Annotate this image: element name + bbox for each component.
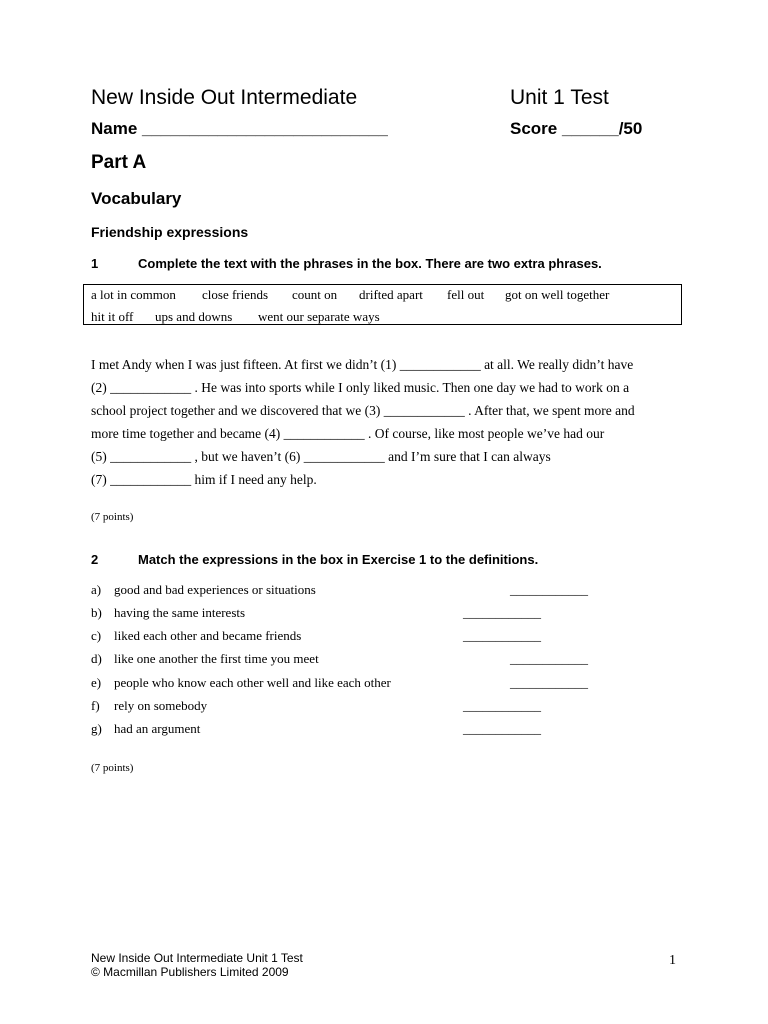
phrase-item: went our separate ways (258, 309, 380, 324)
exercise2-points: (7 points) (91, 762, 134, 774)
definition-text: like one another the first time you meet (114, 651, 319, 666)
score-field: Score ______/50 (510, 119, 643, 138)
definition-letter: c) (91, 628, 102, 643)
definition-row (91, 628, 611, 648)
definition-text: rely on somebody (114, 698, 208, 713)
definition-letter: e) (91, 675, 102, 690)
definition-row (91, 698, 611, 718)
phrase-item: drifted apart (359, 287, 423, 302)
definition-row (91, 721, 611, 741)
answer-blank[interactable]: ____________ (463, 605, 541, 620)
text-line: school project together and we discovered that we (3) ____________ . After that, we spent more and (91, 403, 635, 418)
name-field: Name __________________________ (91, 119, 388, 138)
document-title: New Inside Out Intermediate (91, 86, 358, 109)
exercise1-instruction: Complete the text with the phrases in the box. There are two extra phrases. (138, 256, 602, 271)
phrase-item: fell out (447, 287, 485, 302)
text-line: more time together and became (4) ____________ . Of course, like most people we’ve had our (91, 426, 605, 441)
page-number: 1 (669, 953, 676, 968)
answer-blank[interactable]: ____________ (510, 582, 588, 597)
phrase-item: count on (292, 287, 338, 302)
definition-row (91, 651, 611, 671)
definition-row (91, 675, 611, 695)
exercise1-points: (7 points) (91, 511, 134, 523)
text-line: (2) ____________ . He was into sports while I only liked music. Then one day we had to work on a (91, 380, 630, 395)
answer-blank[interactable]: ____________ (463, 628, 541, 643)
definition-text: having the same interests (114, 605, 246, 620)
text-line: (7) ____________ him if I need any help. (91, 472, 317, 487)
definition-letter: a) (91, 582, 102, 597)
exercise2-instruction: Match the expressions in the box in Exercise 1 to the definitions. (138, 552, 539, 567)
exercise2-number: 2 (91, 552, 99, 567)
answer-blank[interactable]: ____________ (510, 675, 588, 690)
phrase-item: hit it off (91, 309, 134, 324)
part-heading: Part A (91, 152, 147, 173)
definition-letter: b) (91, 605, 102, 620)
unit-title: Unit 1 Test (510, 86, 609, 109)
phrase-item: ups and downs (155, 309, 233, 324)
text-line: I met Andy when I was just fifteen. At first we didn’t (1) ____________ at all. We really didn’t have (91, 357, 634, 372)
definition-text: had an argument (114, 721, 201, 736)
answer-blank[interactable]: ____________ (463, 721, 541, 736)
definition-letter: f) (91, 698, 100, 713)
footer-title: New Inside Out Intermediate Unit 1 Test (91, 951, 303, 965)
section-heading: Vocabulary (91, 189, 182, 208)
phrase-item: close friends (202, 287, 269, 302)
phrase-item: a lot in common (91, 287, 176, 302)
definition-text: people who know each other well and like each other (114, 675, 391, 690)
phrase-item: got on well together (505, 287, 610, 302)
definition-text: liked each other and became friends (114, 628, 302, 643)
exercise1-number: 1 (91, 256, 99, 271)
definition-text: good and bad experiences or situations (114, 582, 316, 597)
definition-letter: d) (91, 651, 102, 666)
subsection-heading: Friendship expressions (91, 224, 249, 240)
answer-blank[interactable]: ____________ (510, 651, 588, 666)
footer-copyright: © Macmillan Publishers Limited 2009 (91, 965, 289, 979)
definition-letter: g) (91, 721, 102, 736)
definition-row (91, 605, 611, 625)
answer-blank[interactable]: ____________ (463, 698, 541, 713)
definition-row (91, 582, 611, 602)
phrase-box (83, 284, 682, 325)
text-line: (5) ____________ , but we haven’t (6) ____________ and I’m sure that I can always (91, 449, 551, 464)
gap-fill-text (91, 353, 635, 491)
